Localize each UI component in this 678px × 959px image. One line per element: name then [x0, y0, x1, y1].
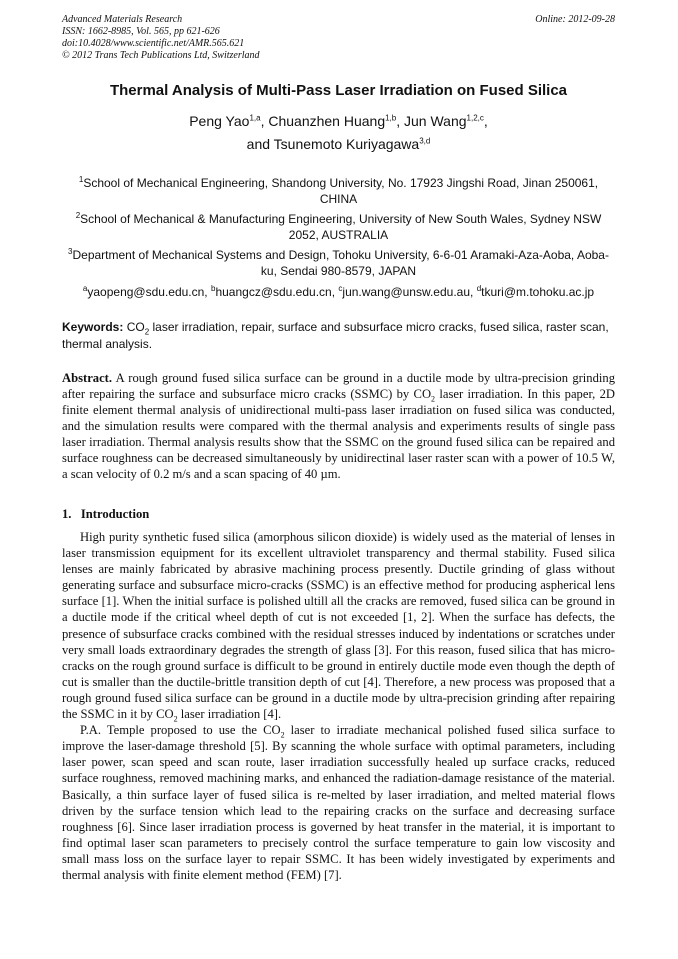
- keywords-subscript: 2: [144, 327, 150, 337]
- section-heading: [62, 507, 149, 522]
- paper-title: Thermal Analysis of Multi-Pass Laser Irradiation on Fused Silica: [109, 82, 568, 99]
- abstract-text: laser irradiation. In this paper, 2D finite element thermal analysis of unidirectional multi-pass laser irradiation on fused silica was conducted, and the simulation results were compared with the thermal analysis and experiments results of single pass laser irradiation. Thermal analysis results show that the SSMC on the ground fused silica can be repaired and surface roughness can be decreased simultaneously by unidirectinal laser raster scan with a power of 10.5 W, a scan velocity of 0.2 m/s and a scan spacing of 40 µm.: [62, 387, 615, 481]
- email-superscript: a: [82, 284, 88, 293]
- author-name: Chuanzhen Huang: [268, 113, 386, 129]
- email-superscript: c: [338, 284, 343, 293]
- email-address: tkuri@m.tohoku.ac.jp: [481, 285, 595, 299]
- paragraph: [62, 722, 615, 883]
- keywords-text: laser irradiation, repair, surface and subsurface micro cracks, fused silica, raster scan, thermal analysis.: [62, 320, 609, 351]
- abstract-label: Abstract.: [62, 371, 113, 385]
- affiliation-number: 1: [78, 175, 84, 184]
- abstract-subscript: 2: [431, 394, 436, 404]
- paragraph-subscript: 2: [173, 714, 178, 724]
- paragraph-text: laser to irradiate mechanical polished fused silica surface to improve the laser-damage threshold [5]. By scanning the whole surface with optimal parameters, including laser power, scan speed and scan route, laser irradiation successfully healed up surface cracks, reduced surface roughness, removed machining marks, and enhanced the radiation-damage resistance of the material. Basically, a thin surface layer of fused silica is re-melted by laser irradiation, and melted material flows driven by the surface tension which lead to the repairing cracks on the surface and decreasing surface roughness [6]. Since laser irradiation process is governed by heat transfer in the material, it is important to find optimal laser scan parameters to precisely control the surface temperature to gain low viscosity and small mass loss on the surface layer to repair SSMC. It has been widely investigated by experiments and thermal analysis with finite element method (FEM) [7].: [62, 723, 615, 882]
- paragraph-text: P.A. Temple proposed to use the CO: [80, 723, 281, 738]
- email-superscript: b: [211, 284, 216, 293]
- affiliation-text: School of Mechanical & Manufacturing Engineering, University of New South Wales, Sydney NSW 2052, AUSTRALIA: [80, 212, 602, 242]
- email-address: yaopeng@sdu.edu.cn,: [87, 285, 208, 299]
- author-name: Jun Wang: [404, 113, 467, 129]
- affiliation-number: 2: [75, 211, 81, 220]
- abstract: [62, 370, 615, 482]
- affiliations: [62, 175, 615, 283]
- affiliation-text: Department of Mechanical Systems and Design, Tohoku University, 6-6-01 Aramaki-Aza-Aoba, Aoba-ku, Sendai 980-8579, JAPAN: [72, 248, 609, 278]
- author-superscript: 1,2,c: [466, 113, 484, 123]
- journal-name: Advanced Materials Research: [62, 14, 183, 25]
- keywords: [62, 319, 615, 353]
- keywords-co: CO: [126, 320, 145, 334]
- issn-line: ISSN: 1662-8985, Vol. 565, pp 621-626: [62, 26, 220, 37]
- section-title: Introduction: [80, 507, 150, 521]
- journal-header: [62, 14, 260, 62]
- online-date: Online: 2012-09-28: [535, 14, 615, 25]
- affiliation: [62, 211, 615, 243]
- author-superscript: 3,d: [419, 136, 431, 146]
- affiliation-number: 3: [68, 247, 73, 256]
- paragraph-subscript: 2: [280, 730, 285, 740]
- email-address: huangcz@sdu.edu.cn,: [215, 285, 336, 299]
- keywords-label: Keywords:: [62, 320, 124, 334]
- abstract-text: A rough ground fused silica surface can be ground in a ductile mode by ultra-precision grinding after repairing the surface and subsurface micro cracks (SSMC) by CO: [62, 371, 615, 401]
- affiliation: [62, 247, 615, 279]
- author-prefix: and: [246, 136, 274, 152]
- email-list: [62, 285, 615, 299]
- doi-line: doi:10.4028/www.scientific.net/AMR.565.621: [62, 38, 245, 49]
- introduction-body: [62, 529, 615, 883]
- email-superscript: d: [476, 284, 482, 293]
- affiliation-text: School of Mechanical Engineering, Shandong University, No. 17923 Jingshi Road, Jinan 250061, CHINA: [83, 176, 599, 206]
- author-superscript: 1,b: [385, 113, 397, 123]
- section-number: 1.: [62, 507, 72, 521]
- copyright-line: © 2012 Trans Tech Publications Ltd, Switzerland: [62, 50, 260, 61]
- author-name: Peng Yao: [189, 113, 250, 129]
- author-name: Tsunemoto Kuriyagawa: [273, 136, 420, 152]
- paragraph: [62, 529, 615, 722]
- email-address: jun.wang@unsw.edu.au,: [342, 285, 474, 299]
- paragraph-text: laser irradiation [4].: [177, 707, 282, 722]
- affiliation: [62, 175, 615, 207]
- author-list: Peng Yao$^{1,a}$, Chuanzhen Huang$^{1,b}$, Jun Wang$^{1,2,c}$, and Tsunemoto Kuriyagawa$^{3,d}$: [189, 113, 488, 152]
- paragraph-text: High purity synthetic fused silica (amorphous silicon dioxide) is widely used as the material of lenses in laser transmission equipment for its excellent ultraviolet transparency and thermal stability. Fused silica lenses are mainly fabricated by abrasive machining process presently. Ductile grinding of glass without generating surface and subsurface micro-cracks (SSMC) is an effective method for producing aspherical lens surface [1]. When the initial surface is polished ultill all the cracks are removed, fused silica can be ground in a ductile mode if the critical wheel depth of cut is not exceeded [1, 2]. When the surface has defects, the presence of subsurface cracks combined with the residual stresses induced by indentations or scratches under very small loads extraordinary degrades the strength of glass [3]. For this reason, fused silica that has micro-cracks on the rough ground surface is difficult to be ground in entirely ductile mode even though the depth of cut is smaller than the ductile-brittle transition depth of cut [4]. Therefore, a new process was proposed that a rough ground fused silica surface can be ground in a ductile mode by ultra-precision grinding after repairing the SSMC in it by CO: [62, 530, 615, 722]
- author-superscript: 1,a: [249, 113, 261, 123]
